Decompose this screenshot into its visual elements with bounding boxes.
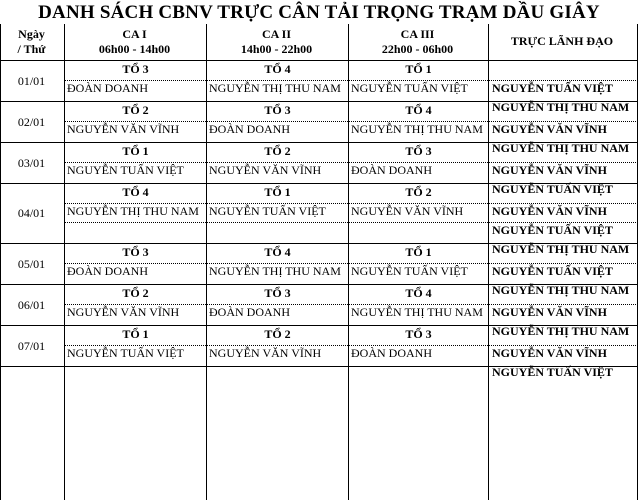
shift-team: TỔ 3	[122, 245, 149, 259]
leader-name: NGUYỄN TUẤN VIỆT	[492, 182, 613, 196]
shift-staff: ĐOÀN DOANH	[67, 81, 148, 95]
shift-staff: NGUYỄN THỊ THU NAM	[209, 264, 341, 278]
leader-name: NGUYỄN VĂN VĨNH	[492, 163, 607, 177]
date-col-header-line1: Ngày	[18, 27, 45, 41]
shift-team: TỔ 1	[405, 245, 432, 259]
leader-name: NGUYỄN THỊ THU NAM	[492, 100, 630, 114]
shift-team: TỔ 2	[264, 327, 291, 341]
day-date: 06/01	[17, 298, 46, 312]
table-rule	[0, 325, 638, 326]
row-separator	[64, 345, 638, 346]
shift-3-name: CA III	[400, 27, 435, 41]
shift-team: TỔ 3	[264, 103, 291, 117]
shift-staff: NGUYỄN TUẤN VIỆT	[351, 264, 468, 278]
shift-team: TỔ 1	[405, 62, 432, 76]
day-date: 01/01	[17, 74, 46, 88]
row-separator	[64, 203, 638, 204]
shift-2-time: 14h00 - 22h00	[240, 42, 313, 56]
leader-name: NGUYỄN TUẤN VIỆT	[492, 264, 613, 278]
column-separator	[206, 24, 207, 500]
day-date: 04/01	[17, 206, 46, 220]
shift-staff: ĐOÀN DOANH	[67, 264, 148, 278]
row-separator	[64, 80, 638, 81]
shift-staff: NGUYỄN TUẤN VIỆT	[351, 81, 468, 95]
leader-name: NGUYỄN VĂN VĨNH	[492, 346, 607, 360]
shift-staff: ĐOÀN DOANH	[351, 163, 432, 177]
row-separator	[64, 222, 638, 223]
date-col-header-line2: / Thứ	[17, 42, 46, 56]
shift-staff: ĐOÀN DOANH	[351, 346, 432, 360]
shift-team: TỔ 2	[405, 185, 432, 199]
schedule-table	[0, 24, 638, 500]
shift-1-name: CA I	[122, 27, 147, 41]
shift-2-name: CA II	[261, 27, 291, 41]
shift-team: TỔ 3	[122, 62, 149, 76]
column-separator	[64, 24, 65, 500]
shift-team: TỔ 4	[122, 185, 149, 199]
leader-name: NGUYỄN TUẤN VIỆT	[492, 365, 613, 379]
table-rule	[0, 366, 638, 367]
leader-name: NGUYỄN THỊ THU NAM	[492, 242, 630, 256]
shift-team: TỔ 3	[405, 327, 432, 341]
leader-name: NGUYỄN THỊ THU NAM	[492, 141, 630, 155]
shift-staff: NGUYỄN THỊ THU NAM	[351, 122, 483, 136]
day-date: 05/01	[17, 257, 46, 271]
shift-staff: NGUYỄN TUẤN VIỆT	[67, 346, 184, 360]
table-rule	[0, 183, 638, 184]
shift-staff: NGUYỄN THỊ THU NAM	[67, 204, 199, 218]
shift-staff: NGUYỄN VĂN VĨNH	[209, 163, 322, 177]
shift-team: TỔ 2	[122, 286, 149, 300]
shift-staff: ĐOÀN DOANH	[209, 122, 290, 136]
page-title: DANH SÁCH CBNV TRỰC CÂN TẢI TRỌNG TRẠM DẦU GIÂY	[38, 2, 600, 23]
table-rule	[0, 60, 638, 61]
shift-staff: NGUYỄN VĂN VĨNH	[351, 204, 464, 218]
leader-name: NGUYỄN TUẤN VIỆT	[492, 81, 613, 95]
shift-3-time: 22h00 - 06h00	[381, 42, 454, 56]
table-rule	[0, 142, 638, 143]
day-date: 03/01	[17, 156, 46, 170]
leader-name: NGUYỄN THỊ THU NAM	[492, 324, 630, 338]
shift-staff: NGUYỄN TUẤN VIỆT	[67, 163, 184, 177]
shift-team: TỔ 1	[122, 144, 149, 158]
shift-team: TỔ 2	[264, 144, 291, 158]
table-rule	[0, 284, 638, 285]
leader-col-header: TRỰC LÃNH ĐẠO	[510, 34, 614, 48]
table-rule	[0, 243, 638, 244]
shift-team: TỔ 4	[405, 103, 432, 117]
shift-staff: NGUYỄN THỊ THU NAM	[351, 305, 483, 319]
column-separator	[488, 24, 489, 500]
shift-team: TỔ 1	[122, 327, 149, 341]
day-date: 07/01	[17, 339, 46, 353]
shift-staff: NGUYỄN TUẤN VIỆT	[209, 204, 326, 218]
leader-name: NGUYỄN VĂN VĨNH	[492, 122, 607, 136]
column-separator	[348, 24, 349, 500]
shift-staff: NGUYỄN VĂN VĨNH	[67, 305, 180, 319]
row-separator	[64, 304, 638, 305]
shift-team: TỔ 4	[264, 245, 291, 259]
column-separator	[0, 24, 1, 500]
shift-staff: ĐOÀN DOANH	[209, 305, 290, 319]
shift-team: TỔ 3	[405, 144, 432, 158]
row-separator	[64, 121, 638, 122]
shift-team: TỔ 3	[264, 286, 291, 300]
row-separator	[64, 162, 638, 163]
leader-name: NGUYỄN THỊ THU NAM	[492, 283, 630, 297]
shift-staff: NGUYỄN VĂN VĨNH	[209, 346, 322, 360]
leader-name: NGUYỄN VĂN VĨNH	[492, 204, 607, 218]
day-date: 02/01	[17, 115, 46, 129]
shift-team: TỔ 4	[264, 62, 291, 76]
leader-name: NGUYỄN TUẤN VIỆT	[492, 223, 613, 237]
shift-staff: NGUYỄN VĂN VĨNH	[67, 122, 180, 136]
shift-staff: NGUYỄN THỊ THU NAM	[209, 81, 341, 95]
shift-team: TỔ 1	[264, 185, 291, 199]
shift-team: TỔ 2	[122, 103, 149, 117]
shift-team: TỔ 4	[405, 286, 432, 300]
leader-name: NGUYỄN VĂN VĨNH	[492, 305, 607, 319]
table-rule	[0, 101, 638, 102]
row-separator	[64, 263, 638, 264]
shift-1-time: 06h00 - 14h00	[98, 42, 171, 56]
